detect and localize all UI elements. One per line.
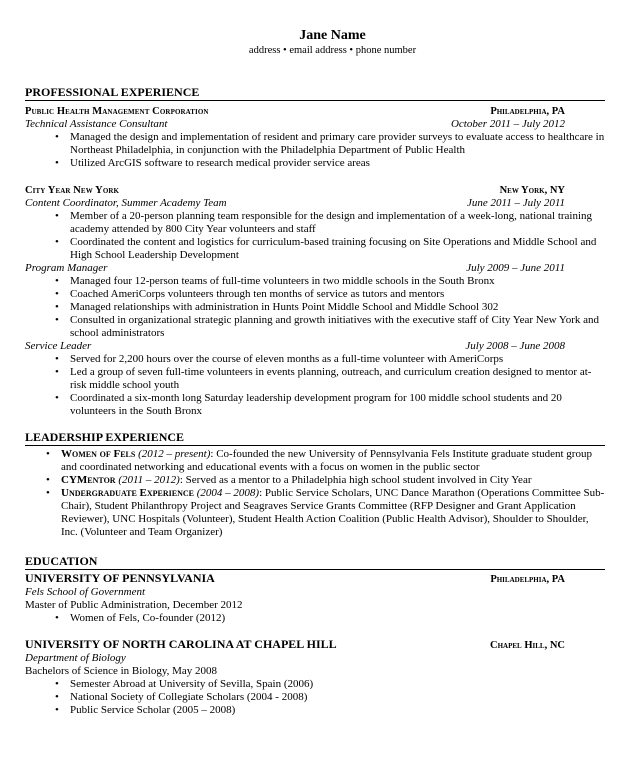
list-item: • Managed relationships with administration in Hunts Point Middle School and Middle School 302 <box>70 301 605 314</box>
list-item: • Managed four 12-person teams of full-time volunteers in two middle schools in the South Bronx <box>70 275 605 288</box>
school-name: UNIVERSITY OF NORTH CAROLINA AT CHAPEL HILL <box>25 637 337 651</box>
section-title-leadership: LEADERSHIP EXPERIENCE <box>25 431 605 446</box>
role-dates: July 2009 – June 2011 <box>466 262 565 274</box>
org-name: Public Health Management Corporation <box>25 106 209 117</box>
job-header-cityyear <box>25 184 605 197</box>
role-dates: June 2011 – July 2011 <box>467 197 565 209</box>
degree: Bachelors of Science in Biology, May 2008 <box>25 665 218 677</box>
bullet-list <box>25 353 605 418</box>
role-title: Service Leader <box>25 340 92 352</box>
activity-dates: (2011 – 2012) <box>118 474 180 486</box>
role-dates: October 2011 – July 2012 <box>450 118 565 130</box>
degree: Master of Public Administration, December 2012 <box>25 599 243 611</box>
role-title: Program Manager <box>25 262 108 274</box>
activity-description: : Public Service Scholars, UNC Dance Marathon (Operations Committee Sub-Chair), Student Philanthropy Project and Seagraves Service Grants Committee (RFP Designer and Grant Application Reviewer), UNC Hospitals (Volunteer), Student Health Action Coalition (Public Health Advisor), Shoulder to Shoulder, Inc. (Volunteer and Team Organizer) <box>61 487 605 538</box>
bullet-list <box>25 210 605 262</box>
role-dates: July 2008 – June 2008 <box>465 340 565 352</box>
role-row <box>25 262 605 275</box>
list-item: • Coached AmeriCorps volunteers through ten months of service as tutors and mentors <box>70 288 605 301</box>
activity-name: Undergraduate Experience <box>61 487 195 499</box>
list-item: • Coordinated a six-month long Saturday leadership development program for 100 middle school students and 20 volunteers in the South Bronx <box>70 392 605 418</box>
school-department: Fels School of Government <box>25 586 146 598</box>
leadership-list <box>25 448 605 539</box>
list-item: • Managed the design and implementation of resident and primary care provider surveys to evaluate access to healthcare in Northeast Philadelphia, in conjunction with the Philadelphia Department of Public Health <box>70 131 605 157</box>
org-name: City Year New York <box>25 185 120 196</box>
org-location: New York, NY <box>499 185 565 196</box>
activity-name: Women of Fels <box>61 448 136 460</box>
list-item: • Served for 2,200 hours over the course of eleven months as a full-time volunteer with AmeriCorps <box>70 353 605 366</box>
list-item: • National Society of Collegiate Scholars (2004 - 2008) <box>70 691 605 704</box>
list-item: • Led a group of seven full-time volunteers in events planning, outreach, and curriculum creation designed to mentor at-risk middle school youth <box>70 366 605 392</box>
org-location: Philadelphia, PA <box>490 106 565 117</box>
list-item <box>61 448 605 474</box>
activity-description: : Served as a mentor to a Philadelphia high school student involved in City Year <box>179 474 532 486</box>
section-title-education: EDUCATION <box>25 555 605 570</box>
candidate-name: Jane Name <box>299 28 366 43</box>
job-header-phmc <box>25 105 605 118</box>
list-item: • Utilized ArcGIS software to research medical provider service areas <box>70 157 605 170</box>
school-department: Department of Biology <box>25 652 126 664</box>
list-item <box>61 474 605 487</box>
list-item: • Semester Abroad at University of Sevilla, Spain (2006) <box>70 678 605 691</box>
school-header <box>25 638 605 652</box>
bullet-list <box>25 612 605 625</box>
activity-dates: (2004 – 2008) <box>196 487 260 499</box>
contact-line: address • email address • phone number <box>248 45 417 56</box>
bullet-list <box>25 678 605 717</box>
school-header <box>25 572 605 586</box>
activity-dates: (2012 – present) <box>138 448 211 460</box>
school-location: Chapel Hill, NC <box>490 640 565 651</box>
bullet-list <box>25 275 605 340</box>
list-item <box>61 487 605 539</box>
school-name: UNIVERSITY OF PENNSYLVANIA <box>25 571 215 585</box>
role-row <box>25 340 605 353</box>
activity-description: : Co-founded the new University of Pennsylvania Fels Institute graduate student group and coordinated networking and educational events with a focus on women in the public sector <box>61 448 592 473</box>
list-item: • Member of a 20-person planning team responsible for the design and implementation of a week-long, national training academy attended by 800 City Year volunteers and staff <box>70 210 605 236</box>
list-item: • Coordinated the content and logistics for curriculum-based training focusing on Site Operations and Middle School and High School Leadership Development <box>70 236 605 262</box>
role-row <box>25 118 605 131</box>
section-title-professional: PROFESSIONAL EXPERIENCE <box>25 86 605 101</box>
role-title: Technical Assistance Consultant <box>25 118 168 130</box>
role-row <box>25 197 605 210</box>
resume-page <box>25 28 605 717</box>
activity-name: CYMentor <box>61 474 116 486</box>
list-item: • Public Service Scholar (2005 – 2008) <box>70 704 605 717</box>
bullet-list <box>25 131 605 170</box>
list-item: • Women of Fels, Co-founder (2012) <box>70 612 605 625</box>
role-title: Content Coordinator, Summer Academy Team <box>25 197 227 209</box>
school-location: Philadelphia, PA <box>490 574 565 585</box>
list-item: • Consulted in organizational strategic planning and growth initiatives with the executive staff of City Year New York and school administrators <box>70 314 605 340</box>
